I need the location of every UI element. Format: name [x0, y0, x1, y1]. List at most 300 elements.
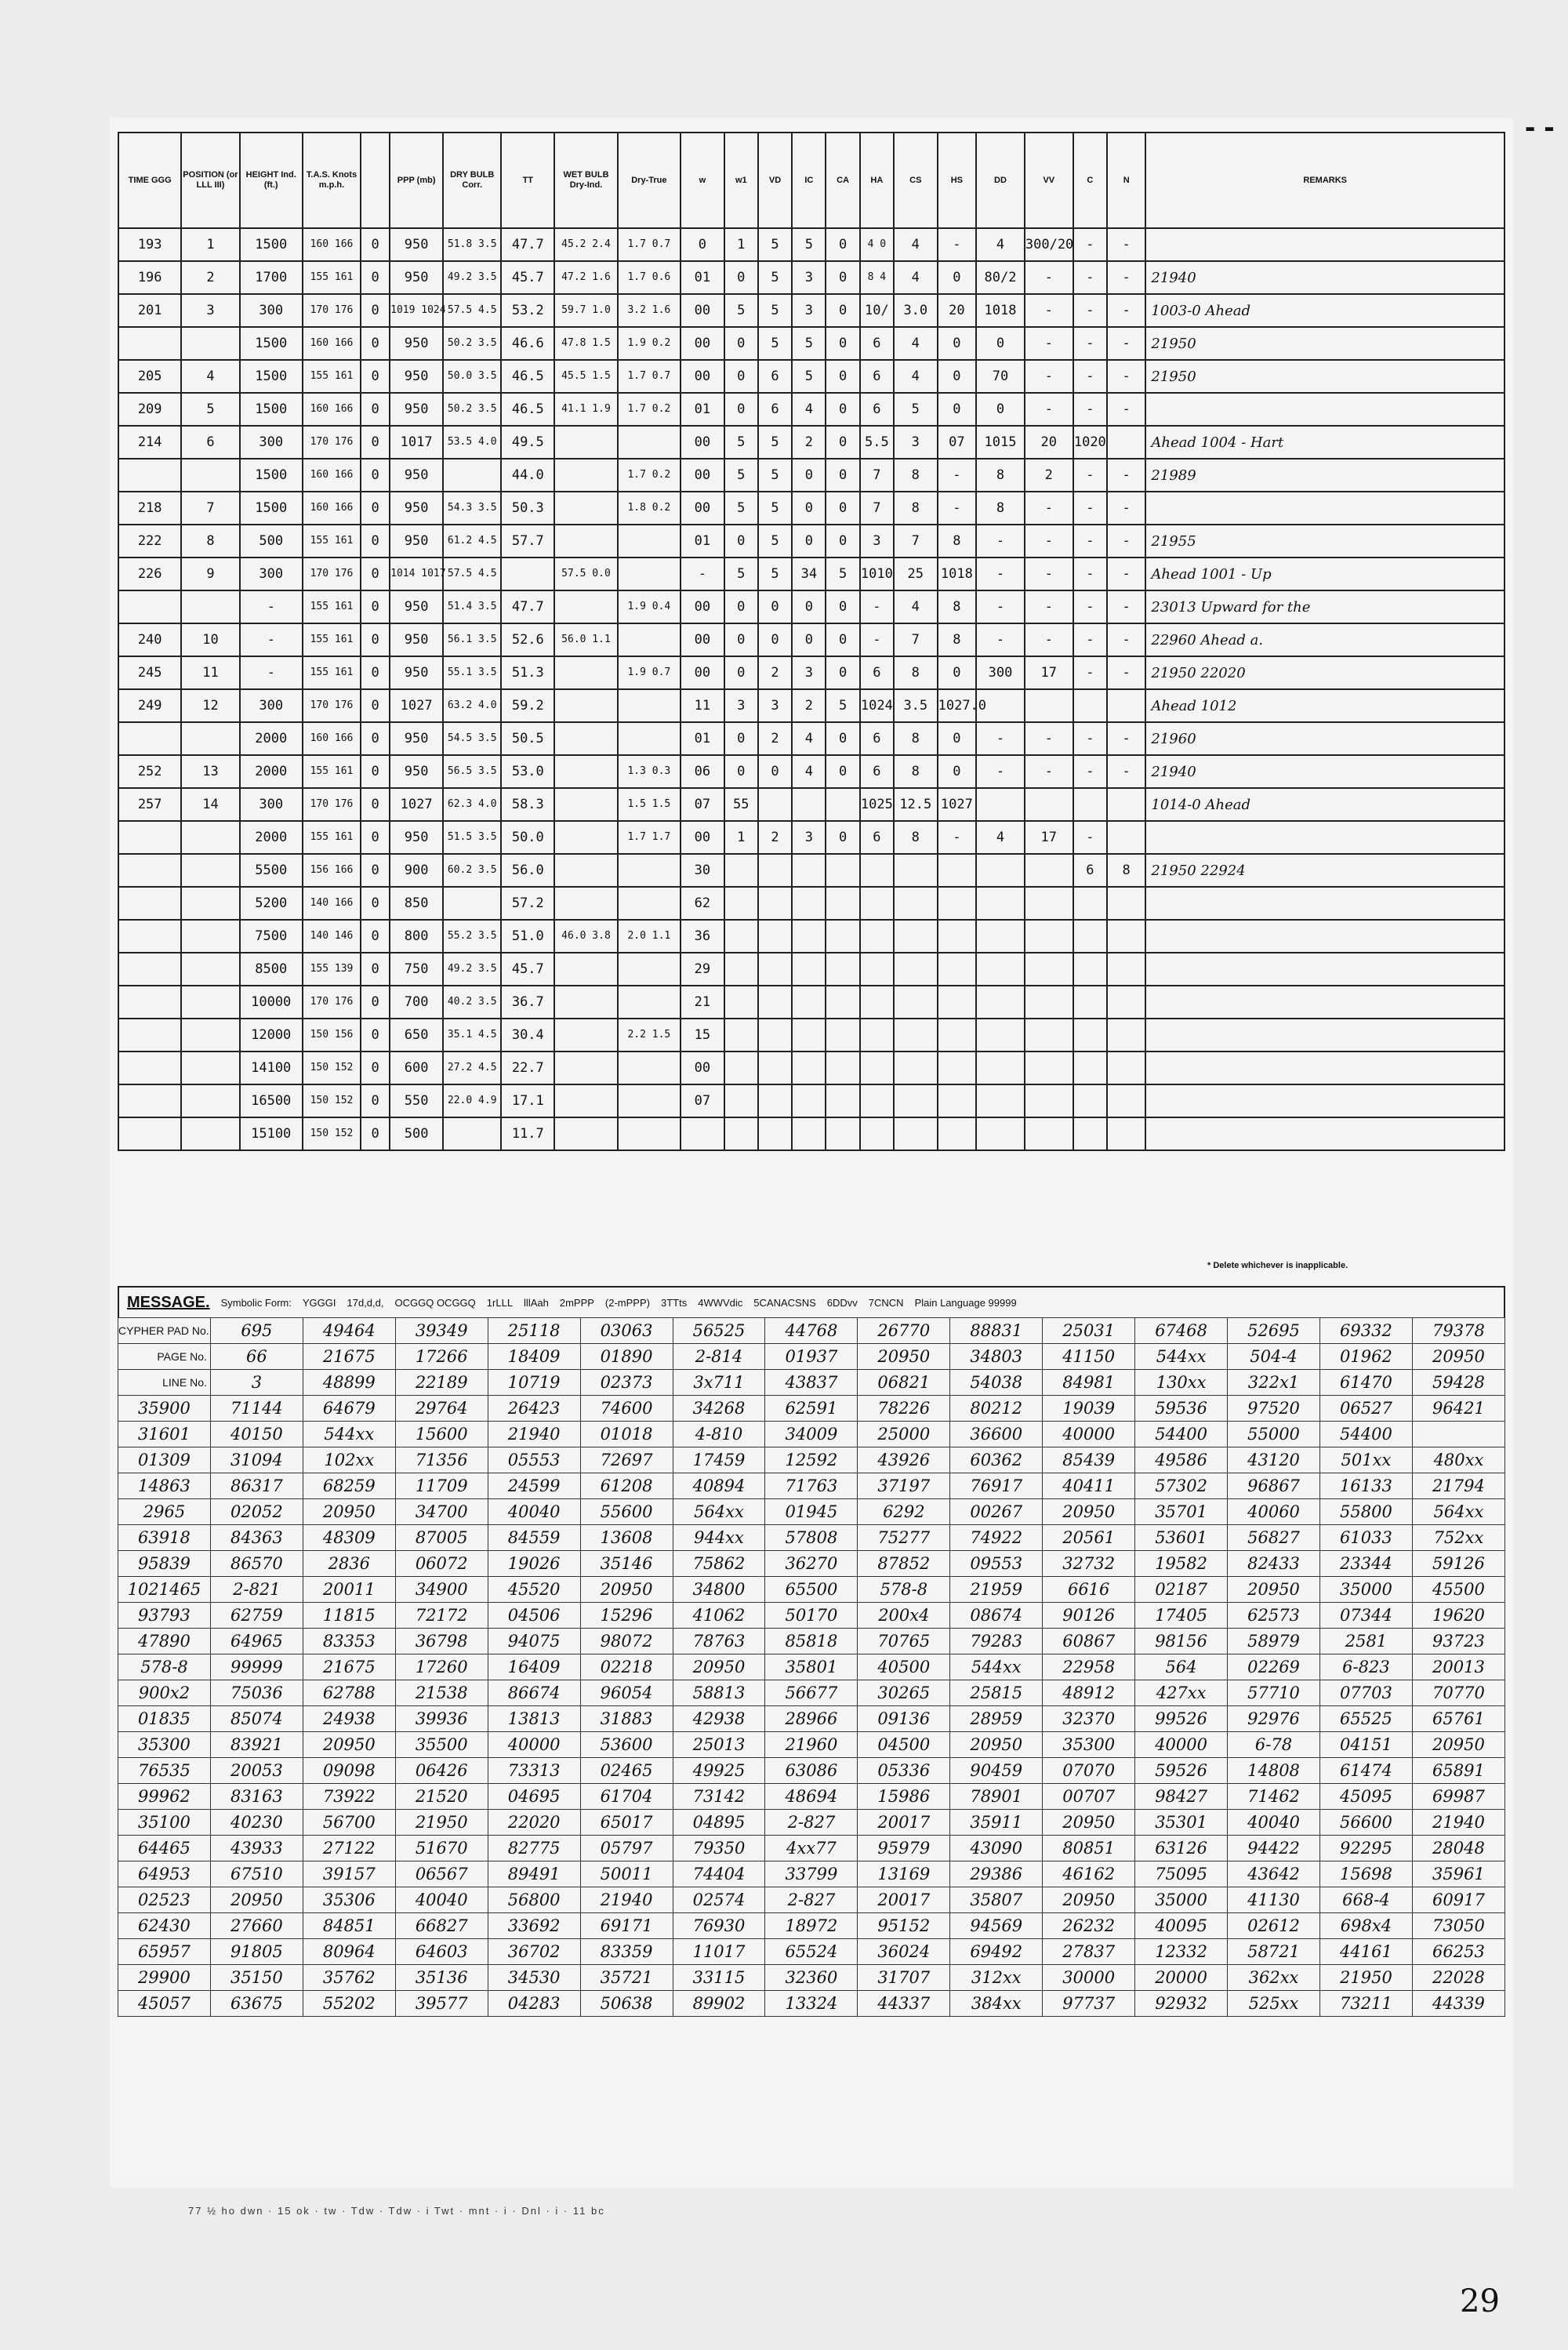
table-cell: 0	[792, 492, 826, 525]
message-cell: 23344	[1319, 1551, 1412, 1577]
message-cell: 24938	[303, 1706, 395, 1732]
message-cell: 17266	[395, 1344, 488, 1370]
message-row	[118, 1861, 1505, 1887]
message-cell: 63918	[118, 1525, 211, 1551]
table-cell: 1700	[240, 261, 303, 294]
message-cell: 58813	[673, 1680, 765, 1706]
table-cell: 0	[361, 360, 390, 393]
message-cell: 31094	[210, 1447, 303, 1473]
table-cell: 0	[361, 986, 390, 1019]
message-cell: 79283	[950, 1629, 1043, 1654]
table-cell	[554, 722, 617, 755]
table-cell: 62	[681, 887, 724, 920]
table-cell: 1020	[1073, 426, 1107, 459]
table-cell: 700	[390, 986, 443, 1019]
message-cell: 09098	[303, 1758, 395, 1784]
message-cell: 87005	[395, 1525, 488, 1551]
table-cell	[1145, 1117, 1504, 1150]
table-cell: 1.8 0.2	[618, 492, 681, 525]
message-cell: 19582	[1135, 1551, 1228, 1577]
table-cell: Ahead 1004 - Hart	[1145, 426, 1504, 459]
table-cell: 21955	[1145, 525, 1504, 558]
table-cell: 155 161	[303, 525, 361, 558]
table-cell	[1073, 920, 1107, 953]
message-cell: 78901	[950, 1784, 1043, 1810]
message-code: YGGGI	[302, 1296, 336, 1309]
message-cell: 21959	[950, 1577, 1043, 1603]
table-cell: 214	[118, 426, 181, 459]
message-cell: 22958	[1043, 1654, 1135, 1680]
message-cell: 21940	[488, 1422, 580, 1447]
column-header: N	[1107, 133, 1145, 228]
table-cell: -	[976, 558, 1025, 590]
table-cell	[976, 887, 1025, 920]
table-cell: 47.2 1.6	[554, 261, 617, 294]
message-cell: 55800	[1319, 1499, 1412, 1525]
table-cell	[758, 986, 792, 1019]
message-row	[118, 1654, 1505, 1680]
message-cell: 08674	[950, 1603, 1043, 1629]
table-row	[118, 1052, 1504, 1084]
table-cell	[1107, 689, 1145, 722]
message-cell: 89491	[488, 1861, 580, 1887]
message-cell: 578-8	[118, 1654, 211, 1680]
table-cell	[1145, 986, 1504, 1019]
table-cell: 800	[390, 920, 443, 953]
message-cell: 56677	[765, 1680, 858, 1706]
table-cell: 1017	[390, 426, 443, 459]
table-cell: 0	[361, 1117, 390, 1150]
table-cell	[894, 1052, 938, 1084]
table-cell: 0	[361, 294, 390, 327]
table-cell	[554, 426, 617, 459]
table-cell: -	[1073, 393, 1107, 426]
table-cell: 300	[240, 558, 303, 590]
message-cell: 25031	[1043, 1318, 1135, 1344]
table-cell: -	[1073, 525, 1107, 558]
table-cell: 0	[361, 821, 390, 854]
table-cell	[118, 327, 181, 360]
table-row	[118, 623, 1504, 656]
table-cell	[792, 1052, 826, 1084]
message-label-value: 695	[210, 1318, 303, 1344]
message-cell: 69332	[1319, 1318, 1412, 1344]
table-cell: -	[1107, 755, 1145, 788]
table-cell: 0	[792, 525, 826, 558]
message-cell: 48309	[303, 1525, 395, 1551]
table-cell: 6	[860, 327, 894, 360]
table-cell: 0	[361, 590, 390, 623]
table-cell	[501, 558, 554, 590]
table-cell: 12	[181, 689, 239, 722]
table-cell	[724, 920, 758, 953]
table-cell: 500	[240, 525, 303, 558]
table-cell: 45.5 1.5	[554, 360, 617, 393]
table-cell: -	[1073, 656, 1107, 689]
message-cell: 65761	[1412, 1706, 1504, 1732]
table-cell: 59.2	[501, 689, 554, 722]
table-cell: 35.1 4.5	[443, 1019, 501, 1052]
table-cell: 140 166	[303, 887, 361, 920]
table-cell: 1027.0	[938, 689, 976, 722]
table-cell: -	[976, 590, 1025, 623]
table-cell: 4	[894, 228, 938, 261]
table-cell: 17.1	[501, 1084, 554, 1117]
table-cell: -	[1073, 590, 1107, 623]
message-cell: 53600	[580, 1732, 673, 1758]
message-cell: 31883	[580, 1706, 673, 1732]
table-cell: 0	[826, 656, 859, 689]
message-cell: 61470	[1319, 1370, 1412, 1396]
message-cell: 34803	[950, 1344, 1043, 1370]
message-row	[118, 1939, 1505, 1965]
table-cell: 0	[724, 623, 758, 656]
message-cell: 98427	[1135, 1784, 1228, 1810]
table-cell	[181, 1117, 239, 1150]
message-cell: 51670	[395, 1836, 488, 1861]
message-cell: 41130	[1228, 1887, 1320, 1913]
table-cell: 9	[181, 558, 239, 590]
message-cell: 31707	[858, 1965, 950, 1991]
table-row	[118, 393, 1504, 426]
message-cell: 21960	[765, 1732, 858, 1758]
table-cell: -	[1107, 492, 1145, 525]
table-cell	[554, 1117, 617, 1150]
table-cell: 950	[390, 228, 443, 261]
table-cell	[181, 327, 239, 360]
table-cell: 2	[181, 261, 239, 294]
table-cell: 16500	[240, 1084, 303, 1117]
message-cell: 46162	[1043, 1861, 1135, 1887]
message-cell: 47890	[118, 1629, 211, 1654]
message-cell: 39157	[303, 1861, 395, 1887]
message-cell: 48899	[303, 1370, 395, 1396]
table-cell	[181, 722, 239, 755]
table-cell: 0	[724, 327, 758, 360]
table-cell: -	[1025, 327, 1073, 360]
message-cell: 698x4	[1319, 1913, 1412, 1939]
table-cell	[1073, 887, 1107, 920]
message-cell: 82775	[488, 1836, 580, 1861]
message-row	[118, 1629, 1505, 1654]
table-row	[118, 689, 1504, 722]
message-cell: 34009	[765, 1422, 858, 1447]
table-cell: 46.5	[501, 393, 554, 426]
table-cell: 0	[938, 393, 976, 426]
table-cell: 150 152	[303, 1052, 361, 1084]
table-cell	[554, 1052, 617, 1084]
message-cell: 25013	[673, 1732, 765, 1758]
table-cell: 170 176	[303, 986, 361, 1019]
table-cell	[860, 1019, 894, 1052]
table-cell: -	[860, 623, 894, 656]
table-cell: 218	[118, 492, 181, 525]
table-cell: 196	[118, 261, 181, 294]
message-row	[118, 1396, 1505, 1422]
footer-scribble: 77 ½ ho dwn · 15 ok · tw · Tdw · Tdw · i Twt · mnt · i · Dnl · i · 11 bc	[188, 2205, 605, 2217]
message-cell: 80851	[1043, 1836, 1135, 1861]
table-cell: 1.7 0.7	[618, 228, 681, 261]
table-cell: 0	[826, 525, 859, 558]
table-cell	[1145, 393, 1504, 426]
table-cell: 160 166	[303, 459, 361, 492]
table-cell	[976, 854, 1025, 887]
message-cell: 20950	[580, 1577, 673, 1603]
message-cell: 900x2	[118, 1680, 211, 1706]
message-cell: 13813	[488, 1706, 580, 1732]
table-cell: 52.6	[501, 623, 554, 656]
table-cell: 14100	[240, 1052, 303, 1084]
table-cell: -	[1107, 722, 1145, 755]
message-cell: 59526	[1135, 1758, 1228, 1784]
table-cell: -	[1107, 590, 1145, 623]
column-header: HS	[938, 133, 976, 228]
table-cell: 150 152	[303, 1084, 361, 1117]
table-cell: 59.7 1.0	[554, 294, 617, 327]
message-cell: 73050	[1412, 1913, 1504, 1939]
table-cell: 00	[681, 294, 724, 327]
table-cell: 58.3	[501, 788, 554, 821]
table-cell: 0	[361, 558, 390, 590]
table-cell: 0	[826, 228, 859, 261]
table-cell	[826, 788, 859, 821]
table-cell	[860, 1084, 894, 1117]
table-cell: 6	[860, 656, 894, 689]
table-cell: 950	[390, 590, 443, 623]
message-cell: 86570	[210, 1551, 303, 1577]
message-cell: 20950	[303, 1499, 395, 1525]
message-cell: 02373	[580, 1370, 673, 1396]
table-cell: 21950 22924	[1145, 854, 1504, 887]
table-cell: 07	[681, 1084, 724, 1117]
table-cell: -	[1025, 525, 1073, 558]
table-cell: 0	[361, 459, 390, 492]
table-cell: 3	[792, 656, 826, 689]
table-cell: 2000	[240, 755, 303, 788]
column-header: CA	[826, 133, 859, 228]
table-cell	[860, 1052, 894, 1084]
table-cell: 07	[938, 426, 976, 459]
table-cell: 3	[792, 261, 826, 294]
table-cell	[118, 1019, 181, 1052]
table-cell: 0	[361, 656, 390, 689]
table-cell	[758, 887, 792, 920]
table-cell	[860, 854, 894, 887]
table-cell: 1.7 0.7	[618, 360, 681, 393]
table-cell	[554, 854, 617, 887]
message-cell: 75095	[1135, 1861, 1228, 1887]
message-cell: 95152	[858, 1913, 950, 1939]
message-cell: 13324	[765, 1991, 858, 2017]
table-cell: 62.3 4.0	[443, 788, 501, 821]
table-cell: 00	[681, 459, 724, 492]
table-cell: 55	[724, 788, 758, 821]
message-cell: 35500	[395, 1732, 488, 1758]
message-cell: 71356	[395, 1447, 488, 1473]
table-cell: 1027	[390, 788, 443, 821]
message-cell: 05553	[488, 1447, 580, 1473]
message-cell: 49925	[673, 1758, 765, 1784]
corner-mark: - -	[1525, 110, 1555, 144]
table-cell	[618, 1052, 681, 1084]
table-header	[118, 133, 1504, 228]
message-cell: 39349	[395, 1318, 488, 1344]
table-cell	[181, 854, 239, 887]
table-cell	[894, 854, 938, 887]
table-cell	[181, 459, 239, 492]
message-row	[118, 1473, 1505, 1499]
table-cell: 00	[681, 656, 724, 689]
table-cell: 50.0	[501, 821, 554, 854]
message-cell: 65524	[765, 1939, 858, 1965]
message-cell: 2-821	[210, 1577, 303, 1603]
table-row	[118, 953, 1504, 986]
message-cell: 752xx	[1412, 1525, 1504, 1551]
message-row	[118, 1680, 1505, 1706]
message-cell: 2581	[1319, 1629, 1412, 1654]
message-cell: 11815	[303, 1603, 395, 1629]
message-cell: 35300	[1043, 1732, 1135, 1758]
message-cell: 50638	[580, 1991, 673, 2017]
message-cell: 6-78	[1228, 1732, 1320, 1758]
table-cell: 8	[894, 722, 938, 755]
message-cell: 03063	[580, 1318, 673, 1344]
message-cell: 34700	[395, 1499, 488, 1525]
message-cell: 43120	[1228, 1447, 1320, 1473]
table-cell: 0	[361, 228, 390, 261]
table-cell: -	[240, 623, 303, 656]
message-cell: 59536	[1135, 1396, 1228, 1422]
table-cell: 1.3 0.3	[618, 755, 681, 788]
message-cell: 10719	[488, 1370, 580, 1396]
table-cell	[618, 623, 681, 656]
table-cell	[181, 953, 239, 986]
table-cell	[894, 920, 938, 953]
message-cell: 83353	[303, 1629, 395, 1654]
table-cell: 209	[118, 393, 181, 426]
table-cell	[1107, 788, 1145, 821]
message-cell: 22028	[1412, 1965, 1504, 1991]
table-row	[118, 327, 1504, 360]
message-cell: 74404	[673, 1861, 765, 1887]
table-cell	[758, 1019, 792, 1052]
message-cell: 21794	[1412, 1473, 1504, 1499]
table-cell: 950	[390, 623, 443, 656]
table-cell: 17	[1025, 656, 1073, 689]
message-cell: 102xx	[303, 1447, 395, 1473]
table-cell: 1.9 0.7	[618, 656, 681, 689]
table-cell: 2000	[240, 821, 303, 854]
message-cell: 01945	[765, 1499, 858, 1525]
column-header: Dry-True	[618, 133, 681, 228]
table-cell: 4	[181, 360, 239, 393]
message-cell: 96867	[1228, 1473, 1320, 1499]
message-cell: 57302	[1135, 1473, 1228, 1499]
table-cell: 155 161	[303, 360, 361, 393]
table-cell: 00	[681, 426, 724, 459]
message-cell: 35300	[118, 1732, 211, 1758]
table-cell: 0	[826, 755, 859, 788]
table-cell: 61.2 4.5	[443, 525, 501, 558]
table-cell: 49.5	[501, 426, 554, 459]
message-cell: 11017	[673, 1939, 765, 1965]
message-cell: 82433	[1228, 1551, 1320, 1577]
table-row	[118, 722, 1504, 755]
message-cell: 43933	[210, 1836, 303, 1861]
message-cell: 32732	[1043, 1551, 1135, 1577]
table-cell: 8	[181, 525, 239, 558]
table-cell	[554, 1084, 617, 1117]
table-cell: 5500	[240, 854, 303, 887]
message-cell: 32370	[1043, 1706, 1135, 1732]
message-cell: 564xx	[1412, 1499, 1504, 1525]
table-cell: -	[681, 558, 724, 590]
table-cell: 8	[938, 590, 976, 623]
table-cell	[118, 1052, 181, 1084]
table-cell	[758, 953, 792, 986]
table-cell: -	[1025, 590, 1073, 623]
table-cell: 51.4 3.5	[443, 590, 501, 623]
table-cell	[1073, 788, 1107, 821]
message-cell: 04283	[488, 1991, 580, 2017]
table-cell: 0	[361, 1019, 390, 1052]
message-cell: 16409	[488, 1654, 580, 1680]
table-cell: 160 166	[303, 327, 361, 360]
message-cell: 21538	[395, 1680, 488, 1706]
table-cell	[1145, 1052, 1504, 1084]
table-cell: 193	[118, 228, 181, 261]
message-cell: 69171	[580, 1913, 673, 1939]
message-cell: 35721	[580, 1965, 673, 1991]
table-cell: 1500	[240, 492, 303, 525]
table-cell: -	[976, 722, 1025, 755]
message-cell: 02612	[1228, 1913, 1320, 1939]
table-cell: 00	[681, 590, 724, 623]
table-cell: 0	[724, 755, 758, 788]
table-cell: 0	[361, 261, 390, 294]
table-cell	[938, 1019, 976, 1052]
table-cell: 01	[681, 261, 724, 294]
table-cell: 1.9 0.2	[618, 327, 681, 360]
table-cell	[118, 1117, 181, 1150]
table-cell	[181, 920, 239, 953]
message-cell: 76930	[673, 1913, 765, 1939]
message-cell: 40000	[1043, 1422, 1135, 1447]
message-cell: 40230	[210, 1810, 303, 1836]
table-cell	[826, 887, 859, 920]
message-cell: 66253	[1412, 1939, 1504, 1965]
table-cell: 57.5 4.5	[443, 558, 501, 590]
message-cell: 19039	[1043, 1396, 1135, 1422]
table-cell	[758, 1117, 792, 1150]
message-cell: 02218	[580, 1654, 673, 1680]
table-cell: 0	[361, 1052, 390, 1084]
table-cell	[860, 1117, 894, 1150]
table-cell: 3.0	[894, 294, 938, 327]
table-cell: 0	[826, 821, 859, 854]
message-cell: 73142	[673, 1784, 765, 1810]
table-cell: 750	[390, 953, 443, 986]
message-cell: 87852	[858, 1551, 950, 1577]
table-cell: 56.0 1.1	[554, 623, 617, 656]
table-cell	[792, 854, 826, 887]
table-cell	[1107, 1052, 1145, 1084]
table-cell	[1107, 920, 1145, 953]
message-cell: 49586	[1135, 1447, 1228, 1473]
table-cell: 0	[724, 261, 758, 294]
message-cell: 35000	[1135, 1887, 1228, 1913]
table-cell	[758, 788, 792, 821]
